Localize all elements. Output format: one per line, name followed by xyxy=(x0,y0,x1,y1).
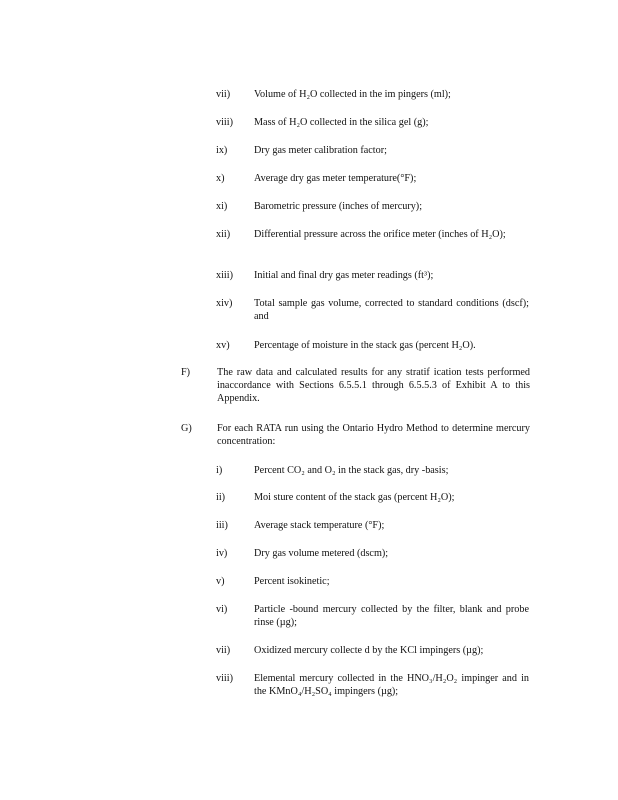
list-number: ix) xyxy=(216,145,228,156)
list-item-text: Dry gas volume metered (dscm); xyxy=(254,548,389,559)
paragraph-text: The raw data and calculated results for any stratif ication tests performed inaccordance with Sections 6.5.5.1 through 6.5.5.3 of Exhibit A to this Appendix. xyxy=(217,367,530,404)
list-number: viii) xyxy=(216,117,233,128)
list-item-text: Differential pressure across the orifice meter (inches of H₂O); xyxy=(254,229,506,240)
list-item-text: Oxidized mercury collecte d by the KCl impingers (µg); xyxy=(254,645,484,656)
list-item-text: Dry gas meter calibration factor; xyxy=(254,145,387,156)
list-number: ii) xyxy=(216,492,226,503)
list-number: vi) xyxy=(216,604,228,615)
list-number: vii) xyxy=(216,645,231,656)
list-number: xv) xyxy=(216,340,230,351)
list-number: xiv) xyxy=(216,298,233,309)
list-number: viii) xyxy=(216,673,233,684)
list-item-text: Moi sture content of the stack gas (percent H₂O); xyxy=(254,492,455,503)
list-number: xiii) xyxy=(216,270,233,281)
list-number: x) xyxy=(216,173,225,184)
list-number: xii) xyxy=(216,229,231,240)
list-number: i) xyxy=(216,465,223,476)
list-item-text: Average dry gas meter temperature(°F); xyxy=(254,173,417,184)
list-item-text: Initial and final dry gas meter readings (ft³); xyxy=(254,270,434,281)
paragraph-label: G) xyxy=(181,423,192,434)
list-number: vii) xyxy=(216,89,231,100)
list-item-text: Total sample gas volume, corrected to standard conditions (dscf); and xyxy=(254,298,529,322)
list-item-text: Percent isokinetic; xyxy=(254,576,330,587)
list-number: iv) xyxy=(216,548,228,559)
list-item-text: Percent CO₂ and O₂ in the stack gas, dry -basis; xyxy=(254,465,449,476)
list-number: xi) xyxy=(216,201,228,212)
list-item-text: Elemental mercury collected in the HNO₃/H₂O₂ impinger and in the KMnO₄/H₂SO₄ impingers (µg); xyxy=(254,673,529,697)
list-item-text: Particle -bound mercury collected by the filter, blank and probe rinse (µg); xyxy=(254,604,529,628)
list-item-text: Mass of H₂O collected in the silica gel (g); xyxy=(254,117,429,128)
list-number: v) xyxy=(216,576,225,587)
list-item-text: Percentage of moisture in the stack gas (percent H₂O). xyxy=(254,340,476,351)
list-item-text: Barometric pressure (inches of mercury); xyxy=(254,201,423,212)
list-number: iii) xyxy=(216,520,228,531)
list-item-text: Volume of H₂O collected in the im pingers (ml); xyxy=(254,89,451,100)
paragraph-text: For each RATA run using the Ontario Hydro Method to determine mercury concentration: xyxy=(217,423,530,447)
paragraph-label: F) xyxy=(181,367,191,378)
list-item-text: Average stack temperature (°F); xyxy=(254,520,385,531)
